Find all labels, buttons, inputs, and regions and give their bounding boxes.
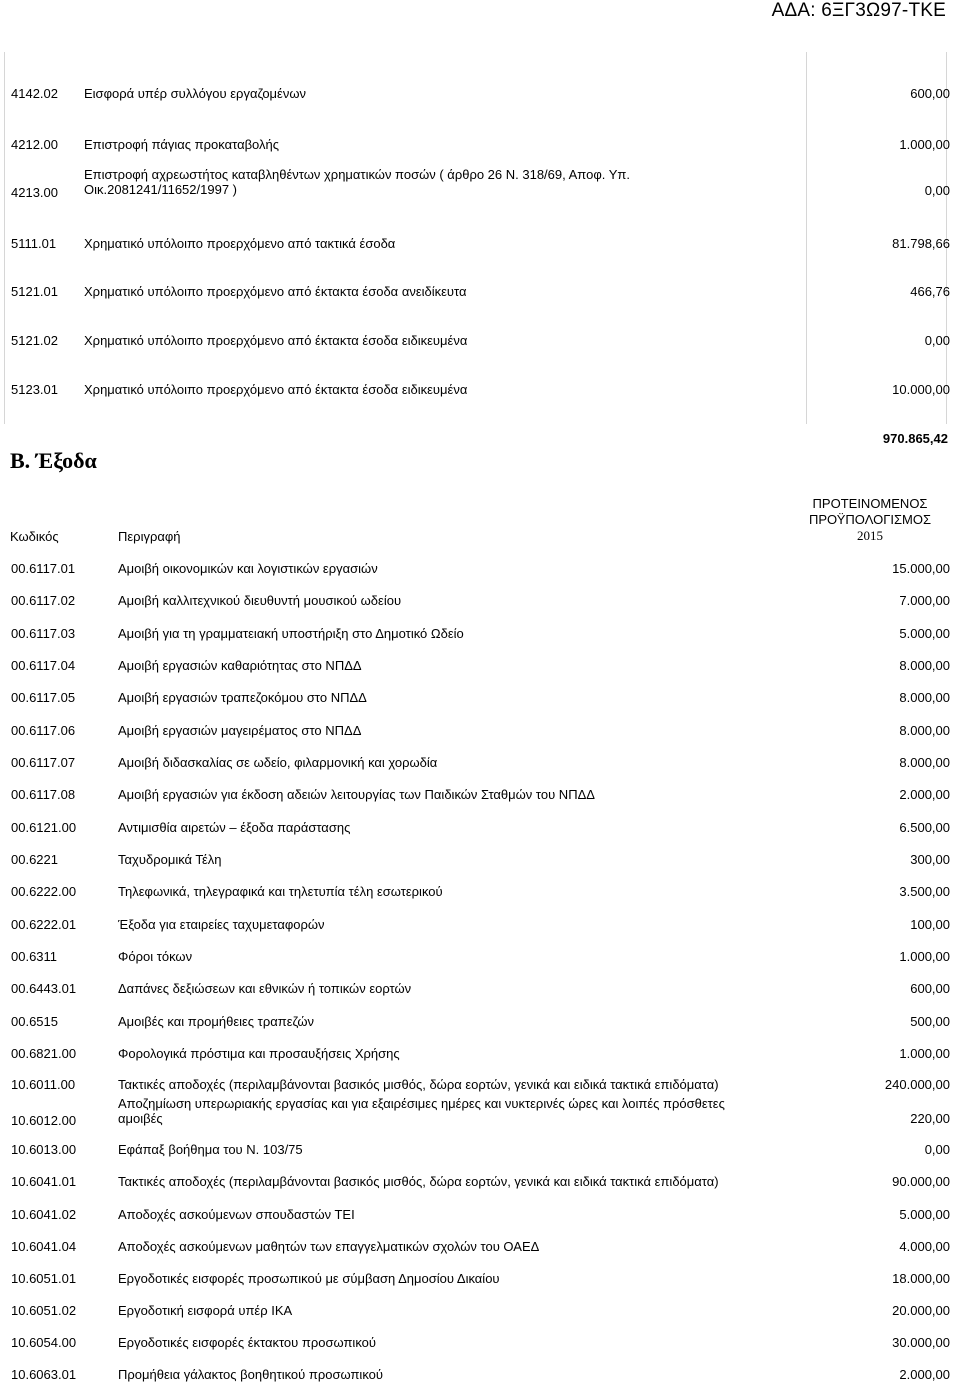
row-desc: Αμοιβή καλλιτεχνικού διευθυντή μουσικού ωδείου bbox=[118, 593, 402, 608]
row-code: 00.6117.01 bbox=[11, 561, 76, 576]
row-amount: 81.798,66 bbox=[892, 236, 950, 251]
row-code: 10.6011.00 bbox=[11, 1077, 76, 1092]
row-desc: Εφάπαξ βοήθημα του Ν. 103/75 bbox=[118, 1142, 303, 1157]
column-header-description: Περιγραφή bbox=[118, 529, 181, 544]
row-desc: Εργοδοτική εισφορά υπέρ ΙΚΑ bbox=[118, 1303, 293, 1318]
row-amount: 466,76 bbox=[910, 284, 950, 299]
row-amount: 8.000,00 bbox=[899, 755, 950, 770]
row-desc: Χρηματικό υπόλοιπο προερχόμενο από τακτικά έσοδα bbox=[84, 236, 396, 251]
row-desc: Αμοιβή για τη γραμματειακή υποστήριξη στο Δημοτικό Ωδείο bbox=[118, 626, 464, 641]
row-amount: 1.000,00 bbox=[899, 1046, 950, 1061]
row-desc: Αμοιβή εργασιών τραπεζοκόμου στο ΝΠΔΔ bbox=[118, 690, 367, 705]
row-amount: 300,00 bbox=[910, 852, 950, 867]
row-amount: 8.000,00 bbox=[899, 723, 950, 738]
row-code: 00.6117.02 bbox=[11, 593, 76, 608]
row-code: 00.6311 bbox=[11, 949, 58, 964]
table-row bbox=[0, 137, 960, 153]
row-amount: 0,00 bbox=[924, 183, 950, 198]
row-desc-line: αμοιβές bbox=[118, 1111, 163, 1126]
row-code: 00.6117.05 bbox=[11, 690, 76, 705]
table-row bbox=[0, 690, 960, 706]
row-desc: Αμοιβή εργασιών μαγειρέματος στο ΝΠΔΔ bbox=[118, 723, 362, 738]
column-header-budget-line: 2015 bbox=[857, 528, 883, 543]
row-amount: 15.000,00 bbox=[892, 561, 950, 576]
row-desc: Χρηματικό υπόλοιπο προερχόμενο από έκτακτα έσοδα ειδικευμένα bbox=[84, 333, 468, 348]
table-row bbox=[0, 561, 960, 577]
row-code: 00.6117.04 bbox=[11, 658, 76, 673]
row-desc: Φόροι τόκων bbox=[118, 949, 193, 964]
table-row bbox=[0, 949, 960, 965]
row-amount: 600,00 bbox=[910, 86, 950, 101]
table-row bbox=[0, 1239, 960, 1255]
row-amount: 30.000,00 bbox=[892, 1335, 950, 1350]
row-desc: Χρηματικό υπόλοιπο προερχόμενο από έκτακτα έσοδα ειδικευμένα bbox=[84, 382, 468, 397]
row-amount: 2.000,00 bbox=[899, 787, 950, 802]
row-desc: Αμοιβές και προμήθειες τραπεζών bbox=[118, 1014, 315, 1029]
row-amount: 100,00 bbox=[910, 917, 950, 932]
table-row bbox=[0, 86, 960, 102]
row-code: 4142.02 bbox=[11, 86, 58, 101]
table-row bbox=[0, 1014, 960, 1030]
row-amount: 0,00 bbox=[924, 1142, 950, 1157]
table-row bbox=[0, 593, 960, 609]
row-amount: 600,00 bbox=[910, 981, 950, 996]
row-code: 00.6222.01 bbox=[11, 917, 77, 932]
row-amount: 1.000,00 bbox=[899, 137, 950, 152]
table-row bbox=[0, 236, 960, 252]
row-desc: Εργοδοτικές εισφορές προσωπικού με σύμβαση Δημοσίου Δικαίου bbox=[118, 1271, 500, 1286]
table-row bbox=[0, 167, 960, 209]
table-row bbox=[0, 626, 960, 642]
row-code: 10.6054.00 bbox=[11, 1335, 77, 1350]
column-header-code: Κωδικός bbox=[10, 529, 59, 544]
table-row bbox=[0, 284, 960, 300]
row-desc bbox=[118, 1096, 818, 1126]
row-desc: Αμοιβή οικονομικών και λογιστικών εργασιών bbox=[118, 561, 378, 576]
table-row bbox=[0, 1207, 960, 1223]
row-code: 10.6012.00 bbox=[11, 1113, 77, 1128]
row-desc: Αποδοχές ασκούμενων μαθητών των επαγγελματικών σχολών του ΟΑΕΔ bbox=[118, 1239, 540, 1254]
row-code: 5123.01 bbox=[11, 382, 58, 397]
row-desc: Ταχυδρομικά Τέλη bbox=[118, 852, 222, 867]
row-code: 00.6117.08 bbox=[11, 787, 76, 802]
row-amount: 6.500,00 bbox=[899, 820, 950, 835]
table-row bbox=[0, 820, 960, 836]
row-code: 5121.02 bbox=[11, 333, 58, 348]
row-amount: 7.000,00 bbox=[899, 593, 950, 608]
row-desc: Φορολογικά πρόστιμα και προσαυξήσεις Χρήσης bbox=[118, 1046, 400, 1061]
row-desc: Αμοιβή διδασκαλίας σε ωδείο, φιλαρμονική και χορωδία bbox=[118, 755, 438, 770]
row-code: 00.6515 bbox=[11, 1014, 58, 1029]
row-amount: 20.000,00 bbox=[892, 1303, 950, 1318]
column-header-budget-line: ΠΡΟΤΕΙΝΟΜΕΝΟΣ bbox=[812, 496, 928, 511]
row-desc-line: Επιστροφή αχρεωστήτος καταβληθέντων χρηματικών ποσών ( άρθρο 26 Ν. 318/69, Αποφ. Υπ. bbox=[84, 167, 630, 182]
table-row bbox=[0, 917, 960, 933]
row-amount: 10.000,00 bbox=[892, 382, 950, 397]
row-desc-line: Αποζημίωση υπερωριακής εργασίας και για εξαιρέσιμες ημέρες και νυκτερινές ώρες και λοιπές πρόσθετες bbox=[118, 1096, 725, 1111]
row-desc: Εισφορά υπέρ συλλόγου εργαζομένων bbox=[84, 86, 306, 101]
row-desc: Δαπάνες δεξιώσεων και εθνικών ή τοπικών εορτών bbox=[118, 981, 412, 996]
table-row bbox=[0, 1142, 960, 1158]
row-desc bbox=[84, 167, 784, 197]
row-amount: 5.000,00 bbox=[899, 1207, 950, 1222]
row-amount: 0,00 bbox=[924, 333, 950, 348]
row-amount: 220,00 bbox=[910, 1111, 950, 1126]
table-row bbox=[0, 1046, 960, 1062]
row-code: 4213.00 bbox=[11, 185, 58, 200]
row-desc: Αντιμισθία αιρετών – έξοδα παράστασης bbox=[118, 820, 351, 835]
row-code: 00.6443.01 bbox=[11, 981, 77, 996]
row-amount: 3.500,00 bbox=[899, 884, 950, 899]
row-amount: 18.000,00 bbox=[892, 1271, 950, 1286]
section-title: Β. Έξοδα bbox=[10, 448, 97, 473]
row-code: 00.6117.07 bbox=[11, 755, 76, 770]
row-code: 10.6063.01 bbox=[11, 1367, 77, 1382]
table-row bbox=[0, 382, 960, 398]
row-code: 00.6222.00 bbox=[11, 884, 77, 899]
row-amount: 4.000,00 bbox=[899, 1239, 950, 1254]
row-desc: Αμοιβή εργασιών για έκδοση αδειών λειτουργίας των Παιδικών Σταθμών του ΝΠΔΔ bbox=[118, 787, 595, 802]
ada-header: ΑΔΑ: 6ΞΓ3Ω97-ΤΚΕ bbox=[771, 0, 946, 21]
table-row bbox=[0, 1303, 960, 1319]
table-row bbox=[0, 755, 960, 771]
row-code: 00.6221 bbox=[11, 852, 58, 867]
row-desc: Χρηματικό υπόλοιπο προερχόμενο από έκτακτα έσοδα ανειδίκευτα bbox=[84, 284, 467, 299]
row-code: 5121.01 bbox=[11, 284, 58, 299]
table-row bbox=[0, 1367, 960, 1383]
table-row bbox=[0, 1271, 960, 1287]
row-code: 00.6117.03 bbox=[11, 626, 76, 641]
row-amount: 500,00 bbox=[910, 1014, 950, 1029]
table-row bbox=[0, 787, 960, 803]
row-desc: Τακτικές αποδοχές (περιλαμβάνονται βασικός μισθός, δώρα εορτών, γενικά και ειδικά τακτικά επιδόματα) bbox=[118, 1174, 719, 1189]
row-amount: 5.000,00 bbox=[899, 626, 950, 641]
table-row bbox=[0, 333, 960, 349]
row-code: 00.6821.00 bbox=[11, 1046, 77, 1061]
row-amount: 2.000,00 bbox=[899, 1367, 950, 1382]
row-code: 4212.00 bbox=[11, 137, 58, 152]
row-amount: 90.000,00 bbox=[892, 1174, 950, 1189]
column-header-budget bbox=[790, 496, 950, 544]
table-row bbox=[0, 1077, 960, 1093]
table-row bbox=[0, 1174, 960, 1190]
row-amount: 8.000,00 bbox=[899, 690, 950, 705]
row-code: 10.6041.01 bbox=[11, 1174, 77, 1189]
table-row bbox=[0, 1096, 960, 1142]
row-desc-line: Οικ.2081241/11652/1997 ) bbox=[84, 182, 237, 197]
row-desc: Έξοδα για εταιρείες ταχυμεταφορών bbox=[118, 917, 325, 932]
row-amount: 240.000,00 bbox=[884, 1077, 950, 1092]
row-desc: Αποδοχές ασκούμενων σπουδαστών ΤΕΙ bbox=[118, 1207, 355, 1222]
row-desc: Αμοιβή εργασιών καθαριότητας στο ΝΠΔΔ bbox=[118, 658, 362, 673]
row-desc: Τηλεφωνικά, τηλεγραφικά και τηλετυπία τέλη εσωτερικού bbox=[118, 884, 443, 899]
row-code: 10.6013.00 bbox=[11, 1142, 77, 1157]
row-code: 10.6041.02 bbox=[11, 1207, 77, 1222]
row-code: 10.6051.01 bbox=[11, 1271, 77, 1286]
row-desc: Επιστροφή πάγιας προκαταβολής bbox=[84, 137, 280, 152]
row-amount: 1.000,00 bbox=[899, 949, 950, 964]
table-row bbox=[0, 1335, 960, 1351]
table-row bbox=[0, 658, 960, 674]
row-desc: Τακτικές αποδοχές (περιλαμβάνονται βασικός μισθός, δώρα εορτών, γενικά και ειδικά τακτικά επιδόματα) bbox=[118, 1077, 719, 1092]
row-code: 00.6121.00 bbox=[11, 820, 77, 835]
row-amount: 8.000,00 bbox=[899, 658, 950, 673]
revenues-total: 970.865,42 bbox=[882, 431, 948, 446]
table-row bbox=[0, 884, 960, 900]
table-row bbox=[0, 981, 960, 997]
column-header-budget-line: ΠΡΟΫΠΟΛΟΓΙΣΜΟΣ bbox=[809, 512, 931, 527]
row-desc: Εργοδοτικές εισφορές έκτακτου προσωπικού bbox=[118, 1335, 376, 1350]
table-row bbox=[0, 723, 960, 739]
row-code: 10.6041.04 bbox=[11, 1239, 77, 1254]
row-code: 10.6051.02 bbox=[11, 1303, 77, 1318]
table-row bbox=[0, 852, 960, 868]
row-code: 00.6117.06 bbox=[11, 723, 76, 738]
row-desc: Προμήθεια γάλακτος βοηθητικού προσωπικού bbox=[118, 1367, 384, 1382]
row-code: 5111.01 bbox=[11, 236, 57, 251]
